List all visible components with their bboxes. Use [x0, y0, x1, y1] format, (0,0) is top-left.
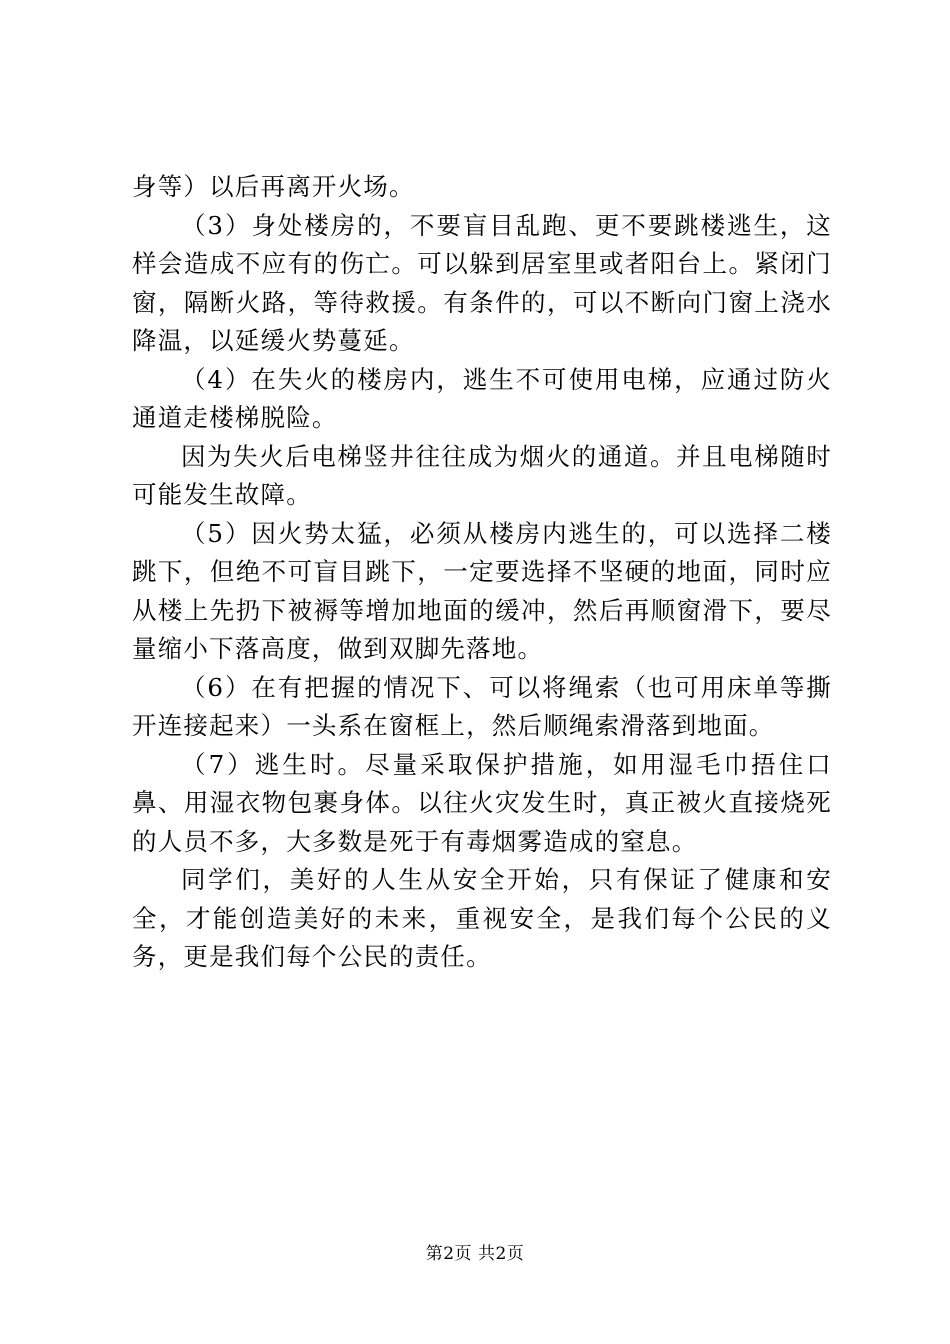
paragraph-elevator-note: 因为失火后电梯竖井往往成为烟火的通道。并且电梯随时可能发生故障。 [132, 441, 832, 509]
paragraph-continuation: 身等）以后再离开火场。 [132, 172, 415, 201]
document-body [132, 168, 832, 977]
paragraph-item-7: （7）逃生时。尽量采取保护措施，如用湿毛巾捂住口鼻、用湿衣物包裹身体。以往火灾发生时，真正被火直接烧死的人员不多，大多数是死于有毒烟雾造成的窒息。 [132, 749, 832, 856]
paragraph-item-5: （5）因火势太猛，必须从楼房内逃生的，可以选择二楼跳下，但绝不可盲目跳下，一定要选择不坚硬的地面，同时应从楼上先扔下被褥等增加地面的缓冲，然后再顺窗滑下，要尽量缩小下落高度，做到双脚先落地。 [132, 518, 832, 663]
page-number-footer: 第2页 共2页 [425, 1244, 525, 1264]
paragraph-item-4: （4）在失火的楼房内，逃生不可使用电梯，应通过防火通道走楼梯脱险。 [132, 364, 832, 432]
paragraph-item-3: （3）身处楼房的，不要盲目乱跑、更不要跳楼逃生，这样会造成不应有的伤亡。可以躲到居室里或者阳台上。紧闭门窗，隔断火路，等待救援。有条件的，可以不断向门窗上浇水降温，以延缓火势蔓延。 [132, 210, 832, 355]
paragraph-conclusion: 同学们，美好的人生从安全开始，只有保证了健康和安全，才能创造美好的未来，重视安全，是我们每个公民的义务，更是我们每个公民的责任。 [132, 865, 832, 971]
paragraph-item-6: （6）在有把握的情况下、可以将绳索（也可用床单等撕开连接起来）一头系在窗框上，然后顺绳索滑落到地面。 [132, 672, 832, 740]
